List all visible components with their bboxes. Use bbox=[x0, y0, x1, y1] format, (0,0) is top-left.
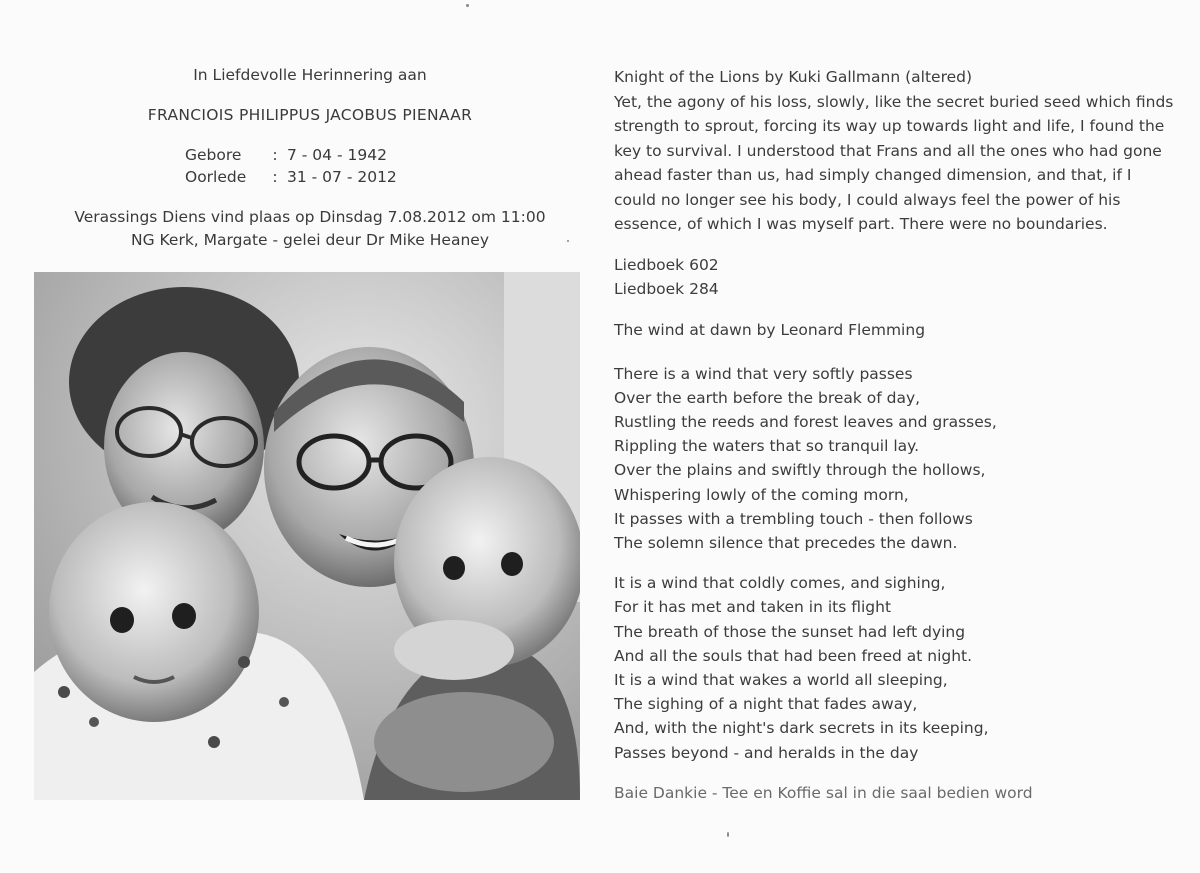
poem-stanza-1 bbox=[614, 362, 1174, 556]
reading-text: Yet, the agony of his loss, slowly, like the secret buried seed which finds strength to sprout, forcing its way up towards light and life, I found the key to survival. I understood that Frans and all the ones who had gone ahead faster than us, had simply changed dimension, and that, if I could no longer see his body, I could always feel the power of his essence, of which I was myself part. There were no boundaries. bbox=[614, 92, 1174, 233]
poem-line: Rippling the waters that so tranquil lay. bbox=[614, 437, 920, 456]
service-line-2: NG Kerk, Margate - gelei deur Dr Mike Heaney bbox=[130, 231, 489, 249]
deceased-name: FRANCIOIS PHILIPPUS JACOBUS PIENAAR bbox=[147, 106, 473, 124]
death-date: 31 - 07 - 2012 bbox=[287, 168, 397, 186]
poem-line: There is a wind that very softly passes bbox=[614, 364, 913, 383]
birth-separator: : bbox=[272, 146, 278, 164]
death-date-row bbox=[185, 166, 435, 188]
in-memory-heading: In Liefdevolle Herinnering aan bbox=[193, 66, 427, 84]
poem-line: And all the souls that had been freed at night. bbox=[614, 646, 973, 665]
death-separator: : bbox=[272, 168, 278, 186]
poem-line: Rustling the reeds and forest leaves and grasses, bbox=[614, 412, 997, 431]
poem-line: It is a wind that wakes a world all sleeping, bbox=[614, 670, 948, 689]
poem-title: The wind at dawn by Leonard Flemming bbox=[614, 320, 926, 339]
poem-line: Whispering lowly of the coming morn, bbox=[614, 485, 909, 504]
birth-date: 7 - 04 - 1942 bbox=[287, 146, 387, 164]
family-photo-graphic bbox=[34, 272, 580, 800]
scan-speck bbox=[567, 240, 569, 242]
poem-line: The breath of those the sunset had left dying bbox=[614, 622, 966, 641]
poem-line: Over the plains and swiftly through the hollows, bbox=[614, 461, 986, 480]
service-line-1: Verassings Diens vind plaas op Dinsdag 7.08.2012 om 11:00 bbox=[74, 208, 546, 226]
poem-line: It is a wind that coldly comes, and sighing, bbox=[614, 574, 946, 593]
poem-line: Over the earth before the break of day, bbox=[614, 388, 921, 407]
poem-line: Passes beyond - and heralds in the day bbox=[614, 743, 919, 762]
dates-block bbox=[185, 144, 435, 188]
poem-line: For it has met and taken in its flight bbox=[614, 598, 892, 617]
hymn-2: Liedboek 284 bbox=[614, 280, 719, 298]
birth-label: Gebore bbox=[185, 146, 242, 164]
family-photo bbox=[34, 272, 580, 800]
memorial-header bbox=[40, 64, 580, 252]
reading-title: Knight of the Lions by Kuki Gallmann (altered) bbox=[614, 68, 973, 86]
poem-line: And, with the night's dark secrets in its keeping, bbox=[614, 719, 989, 738]
scan-speck bbox=[466, 4, 469, 7]
thanks-note: Baie Dankie - Tee en Koffie sal in die saal bedien word bbox=[614, 783, 1033, 802]
poem-stanza-2 bbox=[614, 571, 1174, 765]
death-label: Oorlede bbox=[185, 168, 247, 186]
hymn-1: Liedboek 602 bbox=[614, 255, 719, 274]
right-column bbox=[614, 65, 1174, 805]
poem-line: The solemn silence that precedes the dawn. bbox=[614, 533, 958, 552]
poem-line: The sighing of a night that fades away, bbox=[614, 695, 918, 714]
scan-speck bbox=[727, 832, 729, 837]
poem-line: It passes with a trembling touch - then follows bbox=[614, 509, 973, 528]
birth-date-row bbox=[185, 144, 435, 166]
